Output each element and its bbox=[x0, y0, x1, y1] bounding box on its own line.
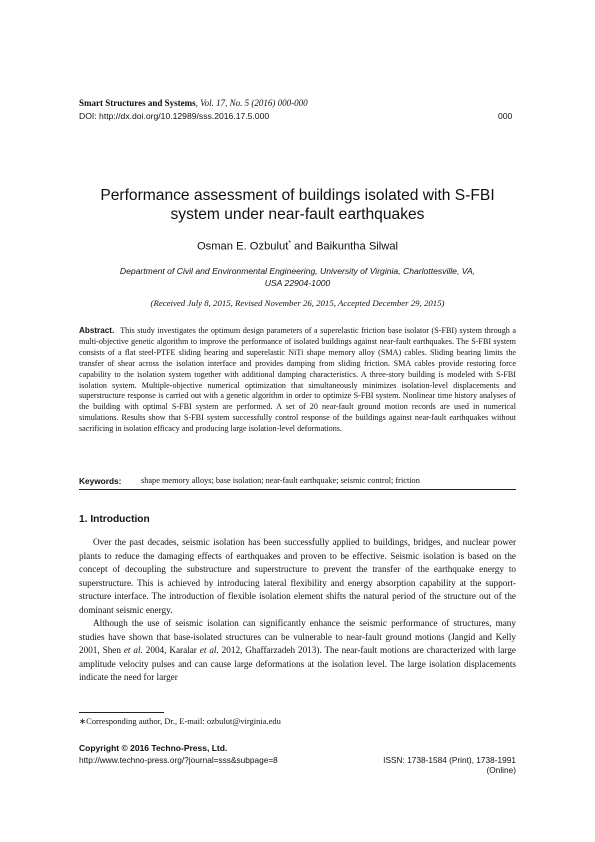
keywords-label: Keywords: bbox=[79, 476, 122, 486]
copyright: Copyright © 2016 Techno-Press, Ltd. bbox=[79, 743, 228, 753]
paragraph-2-part-a: Although the use of seismic isolation can significantly enhance the seismic performance of structures, many studies have shown that base-isolated structures can be vulnerable to near-fault ground motions (Jangid and Kelly 2001, Shen bbox=[79, 618, 516, 655]
abstract-label: Abstract. bbox=[79, 326, 115, 335]
affiliation bbox=[110, 266, 485, 289]
paper-title bbox=[79, 186, 516, 224]
author-2: and Baikuntha Silwal bbox=[291, 240, 399, 253]
footnote: ∗Corresponding author, Dr., E-mail: ozbulut@virginia.edu bbox=[79, 716, 281, 726]
paragraph-2-part-b: 2004, Karalar bbox=[142, 645, 200, 655]
doi-line: DOI: http://dx.doi.org/10.12989/sss.2016.17.5.000 bbox=[79, 111, 270, 121]
paragraph-1: Over the past decades, seismic isolation has been successfully applied to buildings, bridges, and nuclear power plants to reduce the damaging effects of earthquakes and proven to be effective. Seismic isolation is based on the concept of decoupling the substructure and superstructure to prevent the transfer of the earthquake energy to superstructure. This is achieved by introducing lateral flexibility and energy absorption capability at the support-structure interface. The introduction of flexible isolation element shifts the natural period of the structure out of the dominant seismic energy. bbox=[79, 537, 516, 615]
journal-citation bbox=[79, 98, 308, 108]
et-al-1: et al. bbox=[123, 645, 143, 655]
journal-name: Smart Structures and Systems bbox=[79, 98, 196, 108]
paragraph-2-part-c: 2012, Ghaffarzadeh 2013). The near-fault motions are characterized with large amplitude velocity pulses and can cause large deformations at the isolation level. The large isolation displacements indicate the need for larger bbox=[79, 645, 516, 682]
author-1: Osman E. Ozbulut bbox=[196, 240, 289, 253]
section-divider bbox=[79, 489, 516, 490]
affiliation-line-1: Department of Civil and Environmental Engineering, University of Virginia, Charlottesville, VA, bbox=[119, 266, 476, 276]
authors bbox=[79, 240, 516, 253]
title-line-2: system under near-fault earthquakes bbox=[170, 206, 425, 223]
page-number: 000 bbox=[498, 111, 513, 121]
journal-url[interactable]: http://www.techno-press.org/?journal=sss&subpage=8 bbox=[79, 755, 278, 765]
affiliation-line-2: USA 22904-1000 bbox=[264, 277, 331, 288]
title-line-1: Performance assessment of buildings isolated with S-FBI bbox=[100, 187, 495, 204]
footnote-rule bbox=[79, 712, 164, 713]
received-dates: (Received July 8, 2015, Revised November 26, 2015, Accepted December 29, 2015) bbox=[150, 298, 445, 308]
corresponding-mark: * bbox=[288, 240, 292, 247]
abstract-text: This study investigates the optimum design parameters of a superelastic friction base isolator (S-FBI) system through a multi-objective genetic algorithm to improve the performance of isolated buildings against near-fault earthquakes. The S-FBI system consists of a flat steel-PTFE sliding bearing and superelastic NiTi shape memory alloy (SMA) cables. Sliding bearing limits the transfer of shear across the isolation interface and provides damping from sliding friction. SMA cables provide restoring force capability to the isolation system together with additional damping characteristics. A three-story building is modeled with S-FBI isolation system. Multiple-objective numerical optimization that simultaneously minimizes isolation-level displacements and superstructure response is carried out with a genetic algorithm in order to optimize S-FBI system. Nonlinear time history analyses of the building with optimal S-FBI system are performed. A set of 20 near-fault ground motion records are used in numerical simulations. Results show that S-FBI system successfully control response of the buildings against near-fault earthquakes without sacrificing in isolation efficacy and producing large isolation-level deformations. bbox=[79, 326, 516, 434]
keywords-text: shape memory alloys; base isolation; near-fault earthquake; seismic control; friction bbox=[141, 476, 420, 485]
et-al-2: et al. bbox=[199, 645, 219, 655]
volume-info: , Vol. 17, No. 5 (2016) 000-000 bbox=[195, 98, 308, 108]
body-text bbox=[79, 536, 516, 685]
section-heading: 1. Introduction bbox=[79, 514, 150, 525]
issn: ISSN: 1738-1584 (Print), 1738-1991 (Online) bbox=[383, 755, 516, 775]
abstract bbox=[79, 326, 516, 435]
paragraph-2 bbox=[79, 617, 516, 685]
